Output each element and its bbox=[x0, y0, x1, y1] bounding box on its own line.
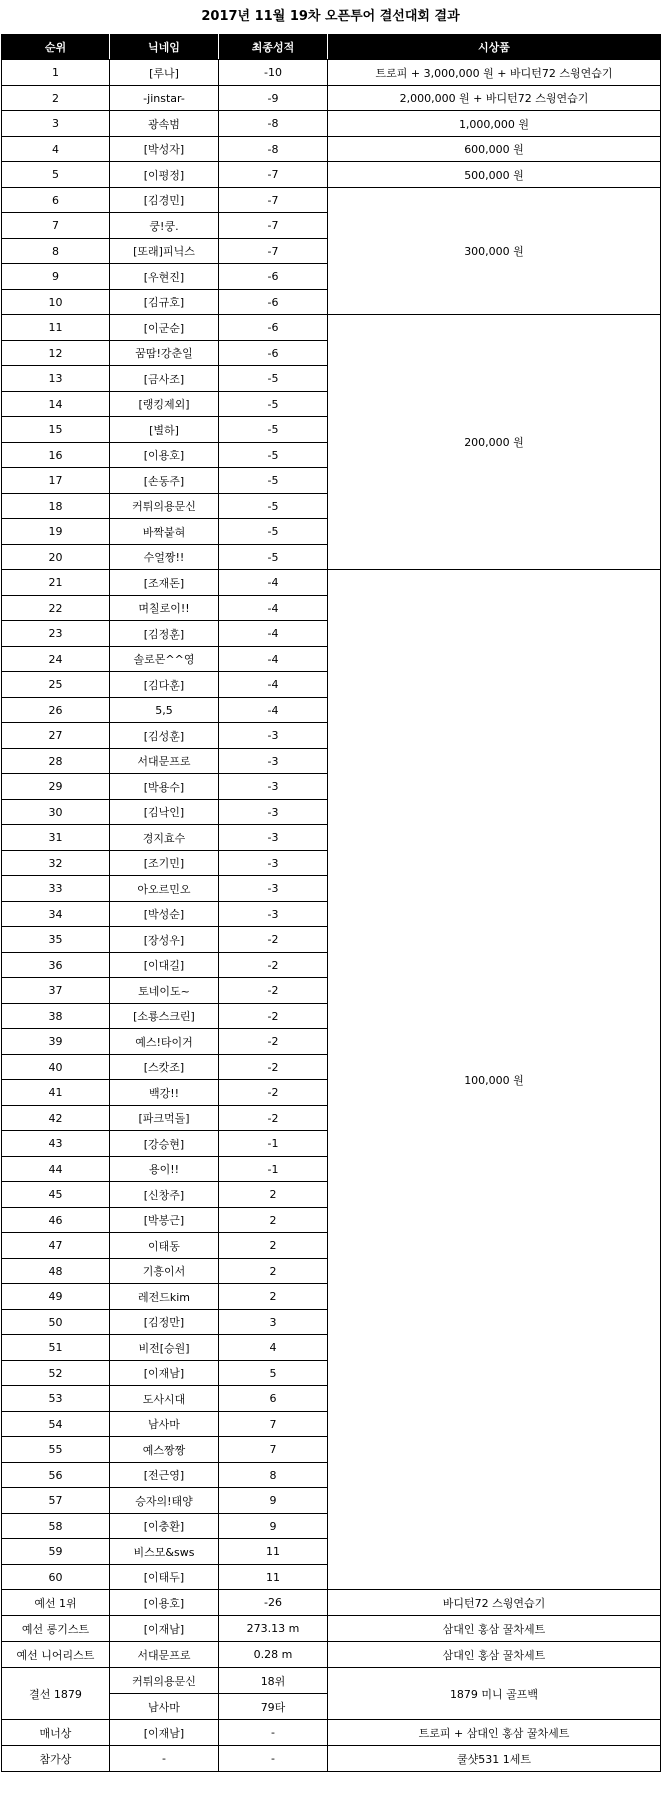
rank-cell: 17 bbox=[2, 468, 110, 494]
rank-cell: 예선 니어리스트 bbox=[2, 1642, 110, 1668]
nickname-cell: [박봉근] bbox=[110, 1208, 219, 1233]
nickname-cell: 커튀의용문신 bbox=[110, 494, 219, 519]
score-cell: -2 bbox=[219, 1004, 328, 1029]
table-row bbox=[2, 315, 661, 341]
score-cell: -7 bbox=[219, 162, 328, 188]
score-cell: 11 bbox=[219, 1565, 328, 1590]
score-cell: -2 bbox=[219, 1080, 328, 1106]
rank-cell: 31 bbox=[2, 825, 110, 851]
prize-cell: 바디턴72 스윙연습기 bbox=[328, 1590, 661, 1616]
nickname-cell: [박성순] bbox=[110, 902, 219, 927]
score-cell: -2 bbox=[219, 1029, 328, 1055]
rank-cell: 결선 1879 bbox=[2, 1668, 110, 1720]
results-body bbox=[2, 60, 661, 1772]
nickname-cell: 꿈땀!강춘일 bbox=[110, 341, 219, 366]
nickname-cell: 경지효수 bbox=[110, 825, 219, 851]
nickname-cell: [박성자] bbox=[110, 137, 219, 162]
nickname-cell: [소룡스크린] bbox=[110, 1004, 219, 1029]
score-cell: -2 bbox=[219, 1106, 328, 1131]
nickname-cell: 커튀의용문신 bbox=[110, 1668, 219, 1694]
nickname-cell: 예스!타이거 bbox=[110, 1029, 219, 1055]
nickname-cell: 토네이도~ bbox=[110, 978, 219, 1004]
nickname-cell: [금사조] bbox=[110, 366, 219, 392]
participation-award-row bbox=[2, 1746, 661, 1772]
nickname-cell: [파크먹돌] bbox=[110, 1106, 219, 1131]
nickname-cell: 수얼짱!! bbox=[110, 545, 219, 570]
score-cell: -3 bbox=[219, 774, 328, 800]
rank-cell: 19 bbox=[2, 519, 110, 545]
longest-drive-row bbox=[2, 1616, 661, 1642]
score-cell: -2 bbox=[219, 953, 328, 978]
score-cell: 2 bbox=[219, 1233, 328, 1259]
score-cell: -3 bbox=[219, 723, 328, 749]
nickname-cell: 서대문프로 bbox=[110, 749, 219, 774]
prize-cell: 300,000 원 bbox=[328, 188, 661, 315]
rank-cell: 45 bbox=[2, 1182, 110, 1208]
rank-cell: 59 bbox=[2, 1539, 110, 1565]
rank-cell: 11 bbox=[2, 315, 110, 341]
rank-cell: 54 bbox=[2, 1412, 110, 1437]
score-cell: -7 bbox=[219, 213, 328, 239]
score-cell: 11 bbox=[219, 1539, 328, 1565]
prize-cell: 삼대인 홍삼 꿀차세트 bbox=[328, 1616, 661, 1642]
score-cell: 79타 bbox=[219, 1694, 328, 1720]
rank-cell: 50 bbox=[2, 1310, 110, 1335]
nickname-cell: [우현진] bbox=[110, 264, 219, 290]
table-row bbox=[2, 60, 661, 86]
score-cell: 8 bbox=[219, 1463, 328, 1488]
table-row bbox=[2, 188, 661, 213]
nickname-cell: [이재남] bbox=[110, 1720, 219, 1746]
nickname-cell: [루나] bbox=[110, 60, 219, 86]
rank-cell: 46 bbox=[2, 1208, 110, 1233]
rank-cell: 58 bbox=[2, 1514, 110, 1539]
score-cell: 9 bbox=[219, 1514, 328, 1539]
score-cell: -3 bbox=[219, 876, 328, 902]
rank-cell: 24 bbox=[2, 647, 110, 672]
rank-cell: 10 bbox=[2, 290, 110, 315]
rank-cell: 26 bbox=[2, 698, 110, 723]
score-cell: 7 bbox=[219, 1437, 328, 1463]
rank-cell: 55 bbox=[2, 1437, 110, 1463]
score-cell: - bbox=[219, 1720, 328, 1746]
nickname-cell: [김정훈] bbox=[110, 621, 219, 647]
rank-cell: 41 bbox=[2, 1080, 110, 1106]
nickname-cell: [이용호] bbox=[110, 443, 219, 468]
score-cell: -3 bbox=[219, 851, 328, 876]
rank-cell: 40 bbox=[2, 1055, 110, 1080]
score-cell: -7 bbox=[219, 239, 328, 264]
nickname-cell: [조기민] bbox=[110, 851, 219, 876]
header-nickname: 닉네임 bbox=[110, 35, 219, 60]
final-1879-row bbox=[2, 1668, 661, 1694]
nickname-cell: [이용호] bbox=[110, 1590, 219, 1616]
rank-cell: 33 bbox=[2, 876, 110, 902]
rank-cell: 23 bbox=[2, 621, 110, 647]
table-row bbox=[2, 162, 661, 188]
prize-cell: 1,000,000 원 bbox=[328, 111, 661, 137]
nickname-cell: [이대길] bbox=[110, 953, 219, 978]
nickname-cell: 바짝붙혀 bbox=[110, 519, 219, 545]
score-cell: -2 bbox=[219, 927, 328, 953]
page-title: 2017년 11월 19차 오픈투어 결선대회 결과 bbox=[201, 9, 460, 24]
rank-cell: 4 bbox=[2, 137, 110, 162]
nickname-cell: [김규호] bbox=[110, 290, 219, 315]
rank-cell: 53 bbox=[2, 1386, 110, 1412]
score-cell: 9 bbox=[219, 1488, 328, 1514]
nickname-cell: [박용수] bbox=[110, 774, 219, 800]
nickname-cell: 기흥이서 bbox=[110, 1259, 219, 1284]
rank-cell: 47 bbox=[2, 1233, 110, 1259]
nickname-cell: [김낙인] bbox=[110, 800, 219, 825]
prize-cell: 600,000 원 bbox=[328, 137, 661, 162]
nickname-cell: 쿵!쿵. bbox=[110, 213, 219, 239]
nickname-cell: 예스짱짱 bbox=[110, 1437, 219, 1463]
rank-cell: 9 bbox=[2, 264, 110, 290]
score-cell: - bbox=[219, 1746, 328, 1772]
score-cell: -6 bbox=[219, 264, 328, 290]
rank-cell: 56 bbox=[2, 1463, 110, 1488]
rank-cell: 18 bbox=[2, 494, 110, 519]
rank-cell: 25 bbox=[2, 672, 110, 698]
score-cell: -2 bbox=[219, 1055, 328, 1080]
score-cell: -10 bbox=[219, 60, 328, 86]
nickname-cell: [랭킹제외] bbox=[110, 392, 219, 417]
table-row bbox=[2, 86, 661, 111]
rank-cell: 29 bbox=[2, 774, 110, 800]
manner-award-row bbox=[2, 1720, 661, 1746]
rank-cell: 27 bbox=[2, 723, 110, 749]
header-row bbox=[2, 35, 661, 60]
score-cell: -3 bbox=[219, 902, 328, 927]
nickname-cell: [전근영] bbox=[110, 1463, 219, 1488]
rank-cell: 44 bbox=[2, 1157, 110, 1182]
rank-cell: 35 bbox=[2, 927, 110, 953]
nickname-cell: 남사마 bbox=[110, 1412, 219, 1437]
score-cell: -5 bbox=[219, 366, 328, 392]
score-cell: -2 bbox=[219, 978, 328, 1004]
rank-cell: 14 bbox=[2, 392, 110, 417]
nickname-cell: [또래]피닉스 bbox=[110, 239, 219, 264]
nickname-cell: 이태동 bbox=[110, 1233, 219, 1259]
score-cell: 0.28 m bbox=[219, 1642, 328, 1668]
rank-cell: 매너상 bbox=[2, 1720, 110, 1746]
score-cell: 2 bbox=[219, 1208, 328, 1233]
rank-cell: 12 bbox=[2, 341, 110, 366]
score-cell: 18위 bbox=[219, 1668, 328, 1694]
nearest-pin-row bbox=[2, 1642, 661, 1668]
rank-cell: 60 bbox=[2, 1565, 110, 1590]
score-cell: -4 bbox=[219, 672, 328, 698]
nickname-cell: [이평정] bbox=[110, 162, 219, 188]
rank-cell: 28 bbox=[2, 749, 110, 774]
nickname-cell: [김성훈] bbox=[110, 723, 219, 749]
nickname-cell: 남사마 bbox=[110, 1694, 219, 1720]
header-rank: 순위 bbox=[2, 35, 110, 60]
rank-cell: 39 bbox=[2, 1029, 110, 1055]
rank-cell: 52 bbox=[2, 1361, 110, 1386]
rank-cell: 38 bbox=[2, 1004, 110, 1029]
rank-cell: 32 bbox=[2, 851, 110, 876]
nickname-cell: [신창주] bbox=[110, 1182, 219, 1208]
score-cell: 273.13 m bbox=[219, 1616, 328, 1642]
prize-cell: 100,000 원 bbox=[328, 570, 661, 1590]
nickname-cell: [김다훈] bbox=[110, 672, 219, 698]
nickname-cell: [강승현] bbox=[110, 1131, 219, 1157]
rank-cell: 참가상 bbox=[2, 1746, 110, 1772]
rank-cell: 57 bbox=[2, 1488, 110, 1514]
score-cell: -1 bbox=[219, 1131, 328, 1157]
rank-cell: 3 bbox=[2, 111, 110, 137]
nickname-cell: [이군순] bbox=[110, 315, 219, 341]
rank-cell: 5 bbox=[2, 162, 110, 188]
header-prize: 시상품 bbox=[328, 35, 661, 60]
prize-cell: 500,000 원 bbox=[328, 162, 661, 188]
score-cell: 7 bbox=[219, 1412, 328, 1437]
rank-cell: 48 bbox=[2, 1259, 110, 1284]
score-cell: -8 bbox=[219, 137, 328, 162]
nickname-cell: 도사시대 bbox=[110, 1386, 219, 1412]
score-cell: -5 bbox=[219, 443, 328, 468]
table-row bbox=[2, 137, 661, 162]
rank-cell: 22 bbox=[2, 596, 110, 621]
score-cell: -5 bbox=[219, 417, 328, 443]
prize-cell: 200,000 원 bbox=[328, 315, 661, 570]
nickname-cell: 아오르민오 bbox=[110, 876, 219, 902]
table-row bbox=[2, 111, 661, 137]
nickname-cell: 서대문프로 bbox=[110, 1642, 219, 1668]
rank-cell: 36 bbox=[2, 953, 110, 978]
qualifier-first-row bbox=[2, 1590, 661, 1616]
nickname-cell: 레전드kim bbox=[110, 1284, 219, 1310]
nickname-cell: [별하] bbox=[110, 417, 219, 443]
rank-cell: 30 bbox=[2, 800, 110, 825]
score-cell: -26 bbox=[219, 1590, 328, 1616]
nickname-cell: 며칠로이!! bbox=[110, 596, 219, 621]
score-cell: 5 bbox=[219, 1361, 328, 1386]
score-cell: -3 bbox=[219, 825, 328, 851]
prize-cell: 쿨샷531 1세트 bbox=[328, 1746, 661, 1772]
nickname-cell: [김정만] bbox=[110, 1310, 219, 1335]
score-cell: -4 bbox=[219, 698, 328, 723]
score-cell: -6 bbox=[219, 315, 328, 341]
nickname-cell: 비스모&sws bbox=[110, 1539, 219, 1565]
score-cell: -8 bbox=[219, 111, 328, 137]
score-cell: 2 bbox=[219, 1259, 328, 1284]
score-cell: -3 bbox=[219, 749, 328, 774]
nickname-cell: [손동주] bbox=[110, 468, 219, 494]
score-cell: -4 bbox=[219, 647, 328, 672]
prize-cell: 2,000,000 원 + 바디턴72 스윙연습기 bbox=[328, 86, 661, 111]
nickname-cell: 솔로몬^^영 bbox=[110, 647, 219, 672]
score-cell: -6 bbox=[219, 290, 328, 315]
score-cell: -5 bbox=[219, 494, 328, 519]
score-cell: 2 bbox=[219, 1182, 328, 1208]
score-cell: -4 bbox=[219, 570, 328, 596]
rank-cell: 34 bbox=[2, 902, 110, 927]
score-cell: -1 bbox=[219, 1157, 328, 1182]
table-row bbox=[2, 570, 661, 596]
score-cell: -5 bbox=[219, 519, 328, 545]
nickname-cell: 승자의!태양 bbox=[110, 1488, 219, 1514]
rank-cell: 7 bbox=[2, 213, 110, 239]
header-score: 최종성적 bbox=[219, 35, 328, 60]
rank-cell: 2 bbox=[2, 86, 110, 111]
nickname-cell: 5,5 bbox=[110, 698, 219, 723]
nickname-cell: [이재남] bbox=[110, 1616, 219, 1642]
nickname-cell: [이충환] bbox=[110, 1514, 219, 1539]
rank-cell: 42 bbox=[2, 1106, 110, 1131]
nickname-cell: [김경민] bbox=[110, 188, 219, 213]
rank-cell: 20 bbox=[2, 545, 110, 570]
nickname-cell: [스캇조] bbox=[110, 1055, 219, 1080]
rank-cell: 8 bbox=[2, 239, 110, 264]
prize-cell: 1879 미니 골프백 bbox=[328, 1668, 661, 1720]
score-cell: -3 bbox=[219, 800, 328, 825]
rank-cell: 15 bbox=[2, 417, 110, 443]
score-cell: -4 bbox=[219, 596, 328, 621]
rank-cell: 1 bbox=[2, 60, 110, 86]
score-cell: -5 bbox=[219, 545, 328, 570]
nickname-cell: [장성우] bbox=[110, 927, 219, 953]
results-table bbox=[1, 34, 661, 1772]
rank-cell: 예선 1위 bbox=[2, 1590, 110, 1616]
rank-cell: 51 bbox=[2, 1335, 110, 1361]
nickname-cell: - bbox=[110, 1746, 219, 1772]
nickname-cell: [이태두] bbox=[110, 1565, 219, 1590]
rank-cell: 예선 롱기스트 bbox=[2, 1616, 110, 1642]
score-cell: -6 bbox=[219, 341, 328, 366]
rank-cell: 21 bbox=[2, 570, 110, 596]
nickname-cell: [조재돈] bbox=[110, 570, 219, 596]
rank-cell: 49 bbox=[2, 1284, 110, 1310]
score-cell: -4 bbox=[219, 621, 328, 647]
score-cell: 4 bbox=[219, 1335, 328, 1361]
rank-cell: 37 bbox=[2, 978, 110, 1004]
score-cell: 2 bbox=[219, 1284, 328, 1310]
nickname-cell: 백강!! bbox=[110, 1080, 219, 1106]
prize-cell: 삼대인 홍삼 꿀차세트 bbox=[328, 1642, 661, 1668]
score-cell: 3 bbox=[219, 1310, 328, 1335]
rank-cell: 16 bbox=[2, 443, 110, 468]
nickname-cell: -jinstar- bbox=[110, 86, 219, 111]
rank-cell: 43 bbox=[2, 1131, 110, 1157]
nickname-cell: 용이!! bbox=[110, 1157, 219, 1182]
rank-cell: 6 bbox=[2, 188, 110, 213]
nickname-cell: 광속범 bbox=[110, 111, 219, 137]
nickname-cell: [이재남] bbox=[110, 1361, 219, 1386]
nickname-cell: 비전[승원] bbox=[110, 1335, 219, 1361]
prize-cell: 트로피 + 삼대인 홍삼 꿀차세트 bbox=[328, 1720, 661, 1746]
score-cell: -9 bbox=[219, 86, 328, 111]
score-cell: -5 bbox=[219, 468, 328, 494]
rank-cell: 13 bbox=[2, 366, 110, 392]
prize-cell: 트로피 + 3,000,000 원 + 바디턴72 스윙연습기 bbox=[328, 60, 661, 86]
score-cell: -7 bbox=[219, 188, 328, 213]
score-cell: -5 bbox=[219, 392, 328, 417]
score-cell: 6 bbox=[219, 1386, 328, 1412]
